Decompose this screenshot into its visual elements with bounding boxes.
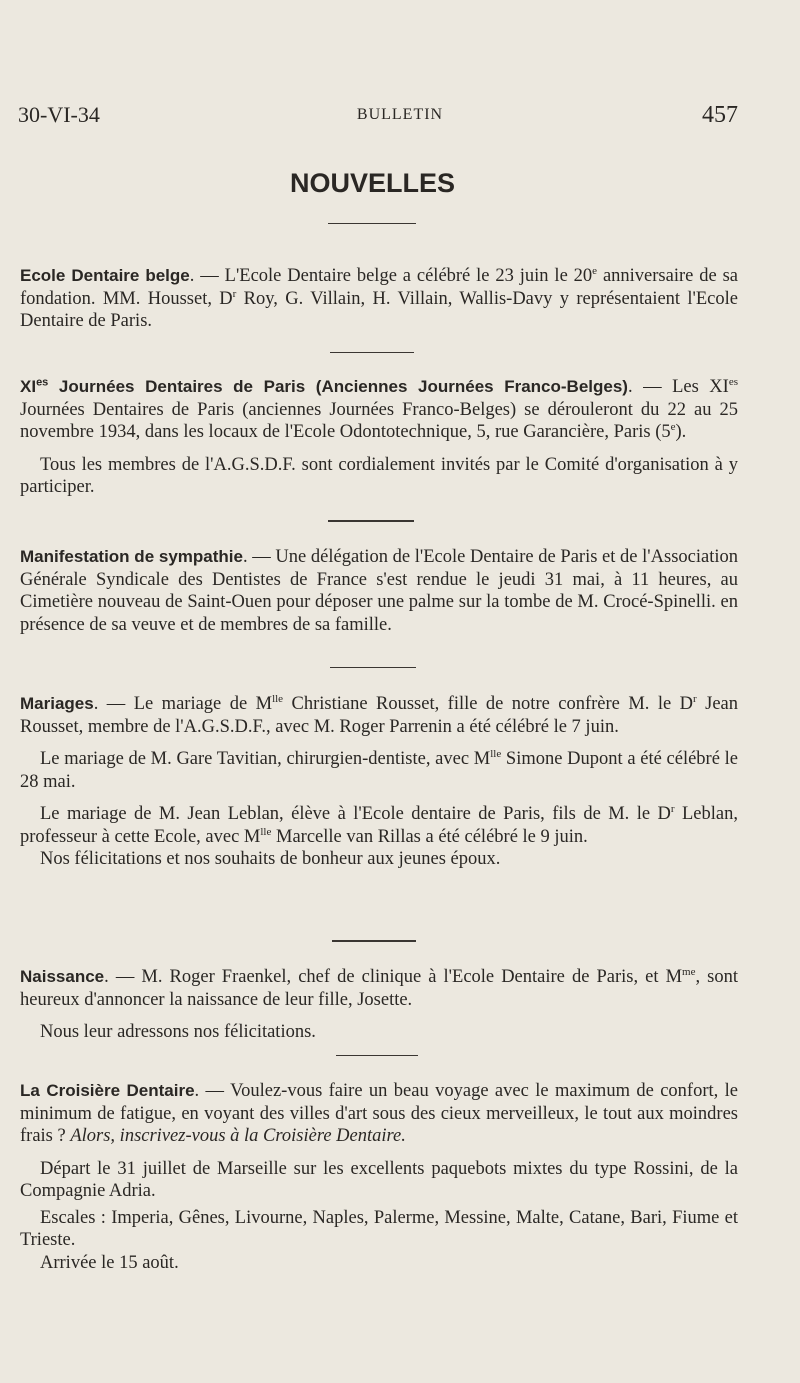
section-heading: $XI^{es}$ Journées Dentaires de Paris (Anciennes Journées Franco-Belges) — [20, 376, 628, 396]
page-title: NOUVELLES — [289, 168, 456, 198]
running-header — [0, 100, 800, 136]
divider — [336, 1055, 418, 1056]
page-number: 457 — [702, 102, 738, 128]
divider — [328, 223, 416, 224]
section-naissance — [20, 966, 738, 1044]
paragraph: Manifestation de sympathie. — Une délégation de l'Ecole Dentaire de Paris et de l'Association Générale Syndicale des Dentistes de France s'est rendue le jeudi 31 mai, à 11 heures, au Cimetière nouveau de Saint-Ouen pour déposer une palme sur la tombe de M. Crocé-Spinelli. en présence de sa veuve et de membres de sa famille. — [20, 547, 738, 635]
paragraph: Mariages. — Le mariage de $M^{lle}$ Christiane Rousset, fille de notre confrère M. le $D^r$ Jean Rousset, membre de l'A.G.S.D.F., avec M. Roger Parrenin a été célébré le 7 juin. — [20, 692, 739, 737]
divider — [328, 520, 414, 522]
section-manifestation-sympathie — [20, 546, 738, 636]
paragraph: Ecole Dentaire belge. — L'Ecole Dentaire belge a célébré le 23 juin le 20e anniversaire de sa fondation. MM. Housset, $D^r$ Roy, G. Villain, H. Villain, Wallis-Davy y représentaient l'Ecole Dentaire de Paris. — [20, 264, 738, 331]
paragraph: Escales : Imperia, Gênes, Livourne, Naples, Palerme, Messine, Malte, Catane, Bari, Fiume et Trieste. — [20, 1207, 738, 1250]
section-heading: Ecole Dentaire belge — [20, 266, 190, 285]
divider — [330, 667, 416, 668]
paragraph: Arrivée le 15 août. — [40, 1252, 179, 1273]
paragraph: Le mariage de M. Gare Tavitian, chirurgien-dentiste, avec $M^{lle}$ Simone Dupont a été célébré le 28 mai. — [20, 747, 738, 792]
header-journal: BULLETIN — [356, 106, 444, 123]
section-heading: Manifestation de sympathie — [20, 547, 243, 566]
divider — [332, 940, 416, 942]
header-date: 30-VI-34 — [18, 102, 100, 127]
section-croisiere-dentaire — [20, 1080, 738, 1274]
paragraph: Départ le 31 juillet de Marseille sur les excellents paquebots mixtes du type Rossini, de la Compagnie Adria. — [20, 1158, 738, 1201]
paragraph: Le mariage de M. Jean Leblan, élève à l'Ecole dentaire de Paris, fils de M. le $D^r$ Leblan, professeur à cette Ecole, avec $M^{lle}$ Marcelle van Rillas a été célébré le 9 juin. — [20, 802, 738, 847]
paragraph: Tous les membres de l'A.G.S.D.F. sont cordialement invités par le Comité d'organisation à y participer. — [20, 454, 738, 497]
section-heading: Mariages — [20, 694, 94, 713]
paragraph: Naissance. — M. Roger Fraenkel, chef de clinique à l'Ecole Dentaire de Paris, et $M^{me}$, sont heureux d'annoncer la naissance de leur fille, Josette. — [20, 965, 738, 1010]
paragraph: $XI^{es}$ Journées Dentaires de Paris (Anciennes Journées Franco-Belges). — Les $XI^{es}$ Journées Dentaires de Paris (anciennes Journées Franco-Belges) se dérouleront du 22 au 25 novembre 1934, dans les locaux de l'Ecole Odontotechnique, 5, rue Garancière, Paris (5e). — [20, 375, 738, 442]
section-mariages — [20, 693, 738, 871]
section-heading: Naissance — [20, 967, 105, 986]
paragraph: Nos félicitations et nos souhaits de bonheur aux jeunes époux. — [40, 849, 501, 869]
section-heading: La Croisière Dentaire — [20, 1081, 195, 1100]
paragraph: Nous leur adressons nos félicitations. — [40, 1022, 316, 1042]
paragraph: La Croisière Dentaire. — Voulez-vous faire un beau voyage avec le maximum de confort, le minimum de fatigue, en voyant des villes d'art sous des cieux merveilleux, le tout aux moindres frais ? Alors, inscrivez-vous à la Croisière Dentaire. — [20, 1081, 738, 1146]
section-journees-dentaires — [20, 376, 738, 499]
section-ecole-dentaire-belge — [20, 265, 738, 333]
divider — [330, 352, 414, 353]
